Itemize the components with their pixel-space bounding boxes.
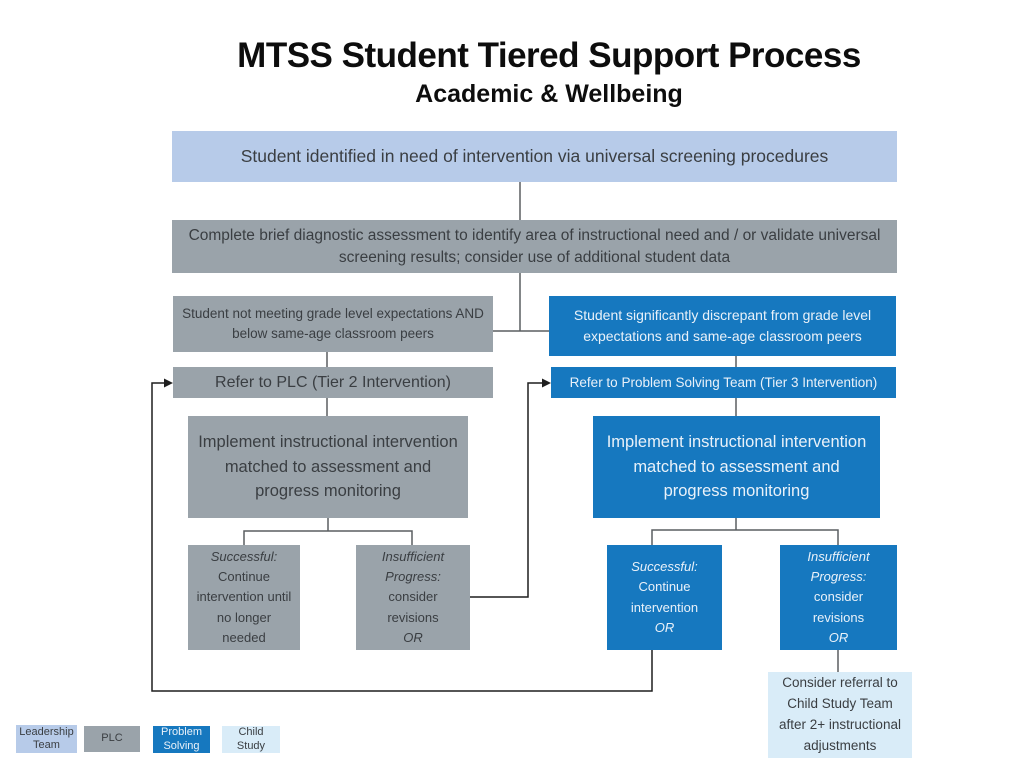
arrowhead-into-refer-plc [164,379,173,388]
connector-implement-tier2-split [244,518,412,545]
tier3-criteria-box: Student significantly discrepant from grade level expectations and same-age classroom peers [549,296,896,356]
loop-tier2-insufficient-to-refer-pst [470,383,542,597]
connector-diagnostic-split [493,273,549,331]
diagnostic-box: Complete brief diagnostic assessment to identify area of instructional need and / or validate universal screening results; consider use of additional student data [172,220,897,273]
legend-problem-solving: Problem Solving [153,726,210,753]
outcome-or: OR [828,629,849,645]
title-block [74,36,1024,109]
tier2-successful-box [188,545,300,650]
legend-leadership-team: Leadership Team [16,725,77,753]
outcome-label: Successful: [210,549,278,565]
tier2-criteria-box: Student not meeting grade level expectations AND below same-age classroom peers [173,296,493,352]
outcome-or: OR [654,619,675,635]
tier3-successful-box [607,545,722,650]
refer-plc-box: Refer to PLC (Tier 2 Intervention) [173,367,493,398]
outcome-or: OR [403,629,423,645]
page-title: MTSS Student Tiered Support Process [237,36,861,75]
tier3-insufficient-box [780,545,897,650]
outcome-body: Continue intervention until no longer needed [196,569,292,645]
arrowhead-into-refer-pst [542,379,551,388]
outcome-body: consider revisions [387,589,439,625]
outcome-body: consider revisions [812,589,865,625]
legend-child-study: Child Study [222,726,280,753]
outcome-label: Insufficient Progress: [807,549,870,585]
outcome-body: Continue intervention [630,579,699,615]
child-study-box: Consider referral to Child Study Team after 2+ instructional adjustments [768,672,912,758]
implement-tier2-box: Implement instructional intervention matched to assessment and progress monitoring [188,416,468,518]
screening-box: Student identified in need of intervention via universal screening procedures [172,131,897,182]
legend-plc: PLC [84,726,140,752]
page-subtitle: Academic & Wellbeing [415,80,683,108]
tier2-insufficient-box [356,545,470,650]
connector-implement-tier3-split [652,518,838,545]
refer-pst-box: Refer to Problem Solving Team (Tier 3 Intervention) [551,367,896,398]
implement-tier3-box: Implement instructional intervention matched to assessment and progress monitoring [593,416,880,518]
outcome-label: Successful: [631,559,698,575]
outcome-label: Insufficient Progress: [381,549,445,585]
